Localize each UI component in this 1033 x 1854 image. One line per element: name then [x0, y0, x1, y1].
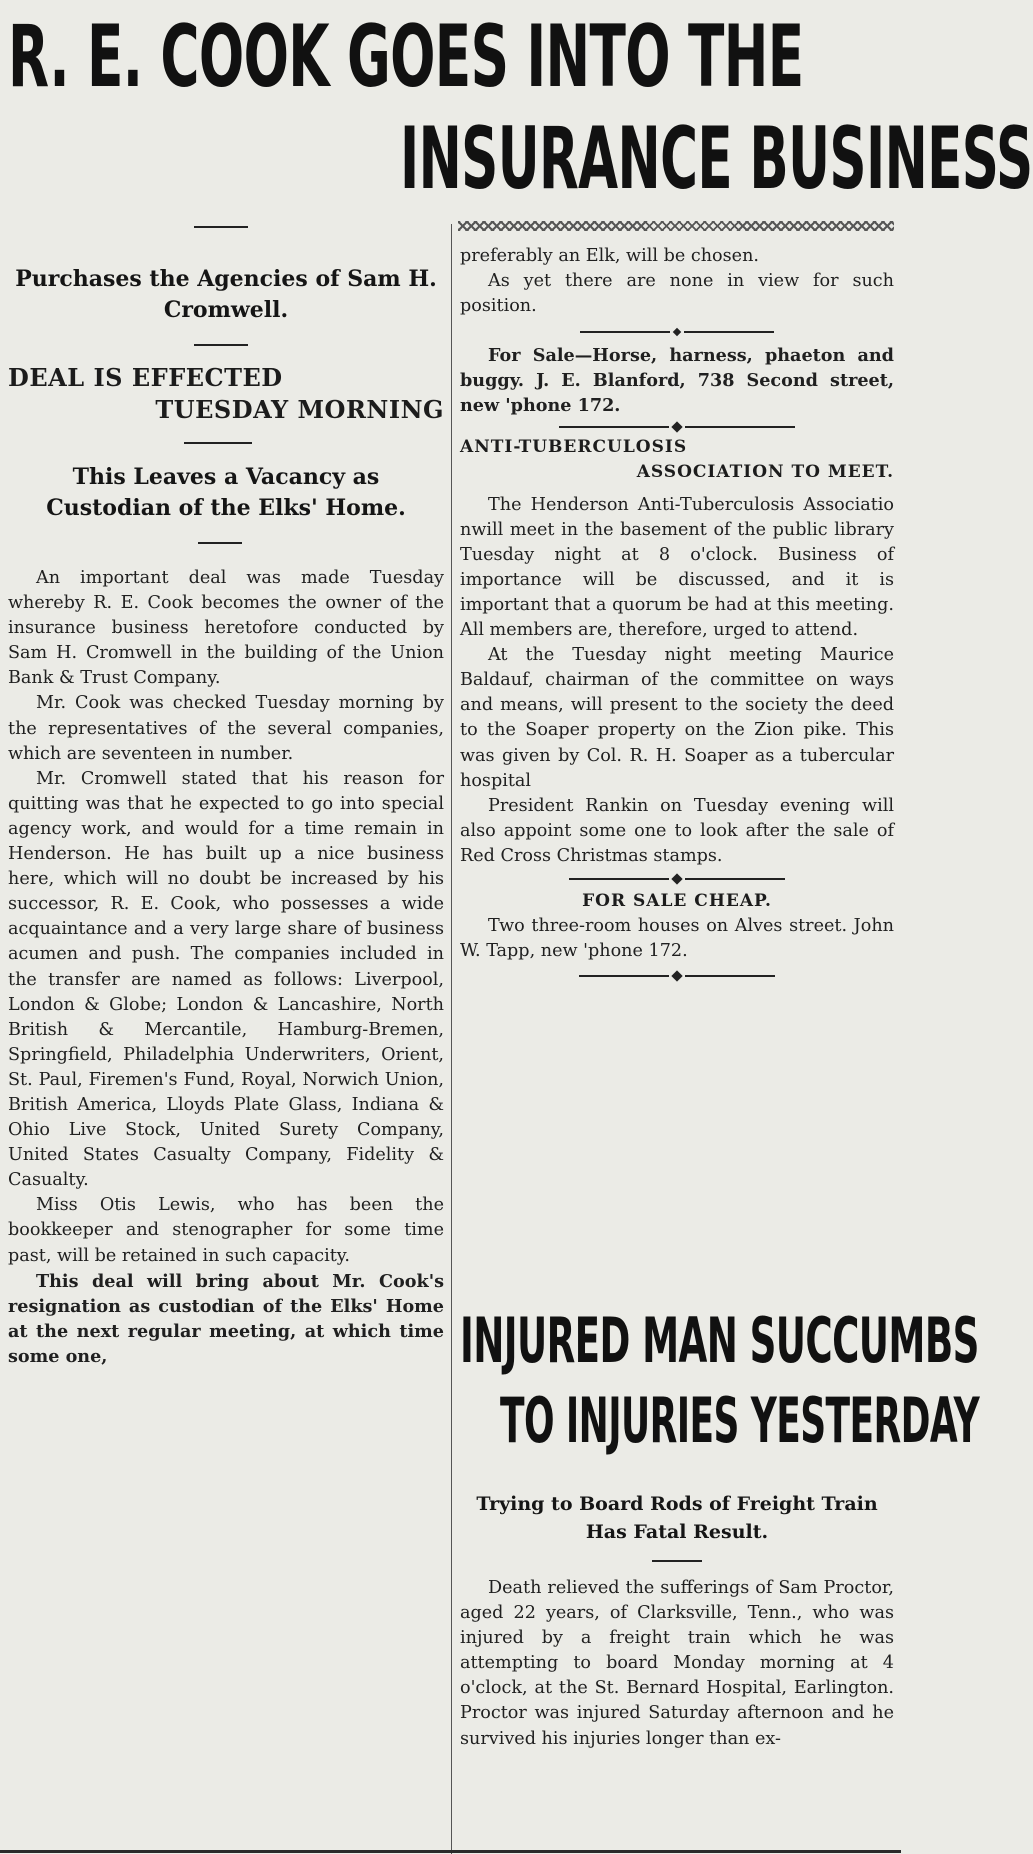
- ornamental-border: [458, 221, 894, 231]
- headline-injured-line1: INJURED MAN SUCCUMBS: [460, 1304, 979, 1377]
- continuation-text: preferably an Elk, will be chosen.: [460, 246, 759, 266]
- ornament-rule: [460, 423, 894, 431]
- left-column: [8, 226, 444, 1369]
- paragraph: At the Tuesday night meeting Maurice Baldauf, chairman of the committee on ways and means, will present to the society the deed to the Soaper property on the Zion pike. This was given by Col. R. H. Soaper as a tubercular hospital: [460, 645, 894, 791]
- paragraph: The Henderson Anti-Tuberculosis Associatio nwill meet in the basement of the public library Tuesday night at 8 o'clock. Business of importance will be discussed, and it is important that a quorum be had at this meeting. All members are, therefore, urged to attend.: [460, 494, 894, 641]
- main-headline-line2: INSURANCE BUSINESS: [400, 109, 1033, 209]
- paragraph: An important deal was made Tuesday whereby R. E. Cook becomes the owner of the insurance business heretofore conducted by Sam H. Cromwell in the building of the Union Bank & Trust Company.: [8, 568, 444, 689]
- item-head-line1: ANTI-TUBERCULOSIS: [460, 436, 688, 457]
- deck-deal-line1: DEAL IS EFFECTED: [8, 363, 283, 392]
- paragraph: Mr. Cook was checked Tuesday morning by the representatives of the several companies, which are seventeen in number.: [8, 693, 444, 764]
- section-rule: [652, 1560, 702, 1562]
- main-headline-line1: R. E. COOK GOES INTO THE: [8, 7, 804, 107]
- section-rule: [194, 344, 248, 346]
- headline-injured-line2: TO INJURIES YESTERDAY: [500, 1384, 980, 1457]
- item-head-line2: ASSOCIATION TO MEET.: [636, 461, 894, 482]
- deck-deal-line2: TUESDAY MORNING: [155, 395, 444, 424]
- ad-houses-for-sale: Two three-room houses on Alves street. John W. Tapp, new 'phone 172.: [460, 915, 894, 962]
- paragraph: Mr. Cromwell stated that his reason for quitting was that he expected to go into special agency work, and would for a time remain in Henderson. He has built up a nice business here, which will no doubt be increased by his successor, R. E. Cook, who possesses a wide acquaintance and a very large share of business acumen and push. The companies included in the transfer are named as follows: Liverpool, London & Globe; London & Lancashire, North British & Mercantile, Hamburg-Bremen, Springfield, Philadelphia Underwriters, Orient, St. Paul, Firemen's Fund, Royal, Norwich Union, British America, Lloyds Plate Glass, Indiana & Ohio Live Stock, United Surety Company, United States Casualty Company, Fidelity & Casualty.: [8, 768, 444, 1191]
- paragraph: Miss Otis Lewis, who has been the bookkeeper and stenographer for some time past, will be retained in such capacity.: [8, 1195, 444, 1266]
- deck-purchases: Purchases the Agencies of Sam H. Cromwell.: [15, 266, 437, 323]
- continuation-text: As yet there are none in view for such position.: [460, 271, 894, 317]
- right-column: [460, 244, 894, 980]
- bottom-rule: [0, 1850, 901, 1853]
- deck-freight-train: Trying to Board Rods of Freight Train Has Fatal Result.: [476, 1493, 878, 1543]
- paragraph: President Rankin on Tuesday evening will also appoint some one to look after the sale of Red Cross Christmas stamps.: [460, 795, 894, 866]
- ad-horse-for-sale: For Sale—Horse, harness, phaeton and buggy. J. E. Blanford, 738 Second street, new 'phone 172.: [460, 345, 894, 417]
- paragraph: This deal will bring about Mr. Cook's resignation as custodian of the Elks' Home at the next regular meeting, at which time some one,: [8, 1270, 444, 1367]
- ad-head-for-sale-cheap: FOR SALE CHEAP.: [582, 890, 772, 911]
- section-rule: [184, 442, 252, 444]
- injured-story: [460, 1490, 894, 1752]
- paragraph: Death relieved the sufferings of Sam Proctor, aged 22 years, of Clarksville, Tenn., who was injured by a freight train which he was attempting to board Monday morning at 4 o'clock, at the St. Bernard Hospital, Earlington. Proctor was injured Saturday afternoon and he survived his injuries longer than ex-: [460, 1578, 894, 1749]
- deck-vacancy: This Leaves a Vacancy as Custodian of the Elks' Home.: [46, 464, 406, 521]
- ornament-rule: [460, 875, 894, 883]
- section-rule: [194, 226, 248, 228]
- column-divider: [451, 224, 452, 1854]
- ornament-rule: [460, 972, 894, 980]
- ornament-rule: [460, 329, 894, 335]
- section-rule: [198, 542, 242, 544]
